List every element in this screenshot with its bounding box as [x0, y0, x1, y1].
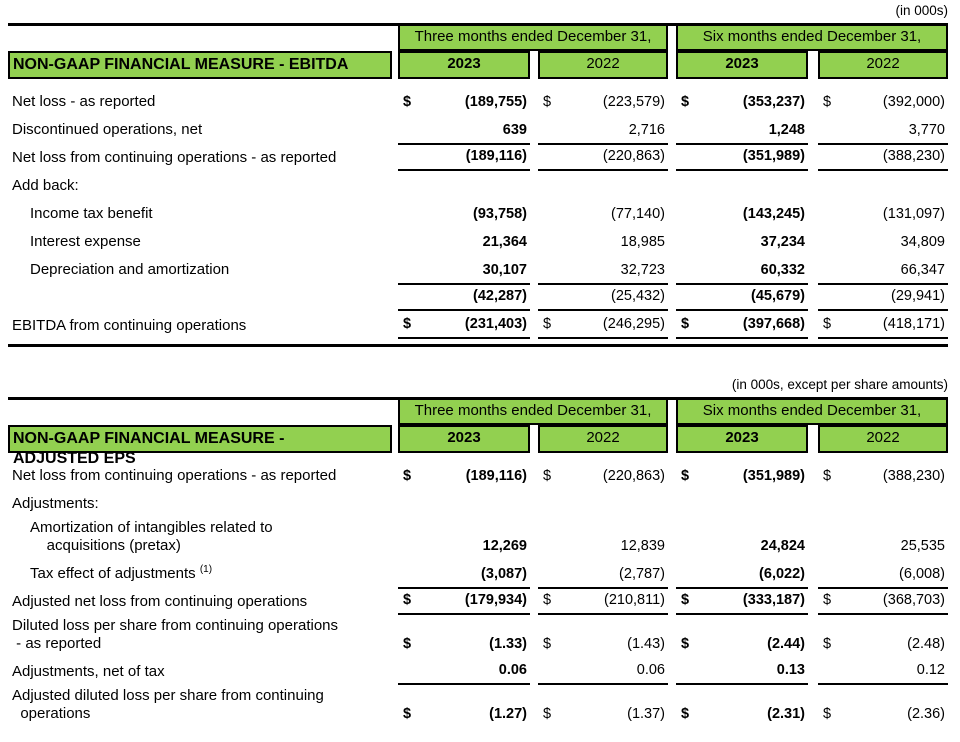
- currency-symbol: $: [681, 592, 690, 608]
- cell-value: 12,839: [620, 538, 665, 554]
- table-row: [8, 685, 948, 727]
- value-cell: [398, 283, 530, 311]
- cell-value: (93,758): [472, 206, 527, 222]
- table-row: [8, 143, 948, 171]
- units-note: (in 000s, except per share amounts): [731, 377, 948, 392]
- cell-value: (220,863): [602, 468, 665, 484]
- value-cell: [538, 143, 668, 171]
- value-cell: [538, 465, 668, 489]
- value-cell: [676, 231, 808, 255]
- row-label: Adjusted diluted loss per share from continuing operations: [12, 687, 324, 722]
- value-cell: [398, 143, 530, 171]
- table-title-line1: NON-GAAP FINANCIAL MEASURE - EBITDA: [13, 56, 349, 73]
- year-header-row: [8, 51, 948, 79]
- row-label: Net loss from continuing operations - as reported: [12, 149, 337, 166]
- value-cell: [676, 91, 808, 115]
- ebitda-table: [8, 0, 948, 347]
- value-cell: [538, 703, 668, 727]
- cell-value: 21,364: [482, 234, 527, 250]
- table-row: [8, 87, 948, 115]
- value-cell: [818, 203, 948, 227]
- value-cell: [676, 465, 808, 489]
- year-header-2023-q: 2023: [398, 425, 530, 453]
- row-label: Tax effect of adjustments $^{(1)}$: [30, 564, 213, 582]
- currency-symbol: $: [681, 94, 690, 110]
- cell-value: (210,811): [604, 592, 665, 608]
- value-cell: [818, 119, 948, 143]
- row-label: Diluted loss per share from continuing operations - as reported: [12, 617, 339, 652]
- cell-value: 12,269: [482, 538, 527, 554]
- cell-value: (1.33): [489, 636, 527, 652]
- cell-value: 30,107: [482, 262, 527, 278]
- cell-value: (2,787): [619, 566, 665, 582]
- cell-value: (397,668): [742, 316, 805, 332]
- units-note: (in 000s): [895, 3, 948, 18]
- cell-value: 24,824: [760, 538, 805, 554]
- row-label: Amortization of intangibles related to acquisitions (pretax): [30, 519, 273, 554]
- value-cell: [398, 633, 530, 657]
- currency-symbol: $: [823, 706, 832, 722]
- value-cell: [398, 659, 530, 685]
- cell-value: (42,287): [472, 288, 527, 304]
- table-row: [8, 587, 948, 615]
- value-cell: [538, 203, 668, 227]
- column-group-header-row: [8, 26, 948, 51]
- table-title-line1: NON-GAAP FINANCIAL MEASURE -: [13, 430, 285, 447]
- row-label: Adjustments:: [12, 495, 99, 512]
- value-cell: [538, 91, 668, 115]
- value-cell: [676, 259, 808, 283]
- cell-value: 37,234: [760, 234, 805, 250]
- cell-value: (179,934): [464, 592, 527, 608]
- table-row: [8, 227, 948, 255]
- cell-value: (353,237): [742, 94, 805, 110]
- col-group-three-months: Three months ended December 31,: [398, 400, 668, 425]
- cell-value: 0.13: [776, 662, 805, 678]
- cell-value: (333,187): [742, 592, 805, 608]
- row-label: [8, 305, 392, 311]
- table-row: [8, 489, 948, 517]
- value-cell: [398, 119, 530, 143]
- value-cell: [398, 587, 530, 615]
- currency-symbol: $: [681, 316, 690, 332]
- value-cell: [538, 119, 668, 143]
- cell-value: (77,140): [610, 206, 665, 222]
- value-cell: [538, 313, 668, 339]
- cell-value: (6,022): [759, 566, 805, 582]
- table-row: [8, 199, 948, 227]
- year-header-row: [8, 425, 948, 467]
- currency-symbol: $: [823, 468, 832, 484]
- value-cell: [818, 587, 948, 615]
- table-row: [8, 559, 948, 587]
- cell-value: (220,863): [602, 148, 665, 164]
- value-cell: [818, 465, 948, 489]
- table-row: [8, 517, 948, 559]
- row-label: EBITDA from continuing operations: [12, 317, 247, 334]
- cell-value: 18,985: [620, 234, 665, 250]
- cell-value: (388,230): [882, 148, 945, 164]
- value-cell: [398, 231, 530, 255]
- value-cell: [818, 703, 948, 727]
- currency-symbol: $: [543, 94, 552, 110]
- adjusted-eps-table-body: [8, 461, 948, 727]
- value-cell: [398, 313, 530, 339]
- cell-value: 0.06: [498, 662, 527, 678]
- value-cell: [676, 313, 808, 339]
- currency-symbol: $: [403, 468, 412, 484]
- cell-value: (1.27): [489, 706, 527, 722]
- currency-symbol: $: [403, 636, 412, 652]
- value-cell: [398, 563, 530, 587]
- cell-value: (392,000): [882, 94, 945, 110]
- value-cell: [818, 143, 948, 171]
- cell-value: 0.12: [916, 662, 945, 678]
- value-cell: [398, 91, 530, 115]
- value-cell: [538, 259, 668, 283]
- cell-value: 0.06: [636, 662, 665, 678]
- cell-value: (189,755): [464, 94, 527, 110]
- cell-value: 34,809: [900, 234, 945, 250]
- value-cell: [818, 535, 948, 559]
- value-cell: [676, 563, 808, 587]
- value-cell: [818, 91, 948, 115]
- currency-symbol: $: [403, 592, 412, 608]
- ebitda-table-body: [8, 87, 948, 339]
- value-cell: [676, 119, 808, 143]
- cell-value: (246,295): [602, 316, 665, 332]
- cell-value: 32,723: [620, 262, 665, 278]
- year-header-2022-h: 2022: [818, 425, 948, 453]
- currency-symbol: $: [543, 636, 552, 652]
- currency-symbol: $: [403, 316, 412, 332]
- value-cell: [818, 283, 948, 311]
- value-cell: [398, 259, 530, 283]
- col-group-three-months: Three months ended December 31,: [398, 26, 668, 51]
- value-cell: [818, 633, 948, 657]
- table-row: [8, 311, 948, 339]
- currency-symbol: $: [543, 468, 552, 484]
- value-cell: [818, 231, 948, 255]
- cell-value: (2.36): [907, 706, 945, 722]
- row-label: Depreciation and amortization: [30, 261, 230, 278]
- value-cell: [398, 465, 530, 489]
- value-cell: [676, 283, 808, 311]
- cell-value: (2.48): [907, 636, 945, 652]
- value-cell: [538, 587, 668, 615]
- table-row: [8, 657, 948, 685]
- currency-symbol: $: [543, 592, 552, 608]
- value-cell: [538, 633, 668, 657]
- currency-symbol: $: [403, 706, 412, 722]
- table-title-line2: ADJUSTED EPS: [13, 450, 136, 467]
- table-title: [8, 425, 392, 467]
- cell-value: (388,230): [882, 468, 945, 484]
- value-cell: [538, 659, 668, 685]
- cell-value: (351,989): [742, 148, 805, 164]
- value-cell: [676, 587, 808, 615]
- value-cell: [676, 703, 808, 727]
- row-label: Adjustments, net of tax: [12, 663, 165, 680]
- cell-value: (143,245): [742, 206, 805, 222]
- currency-symbol: $: [543, 316, 552, 332]
- currency-symbol: $: [823, 316, 832, 332]
- cell-value: 639: [502, 122, 527, 138]
- table-row: [8, 283, 948, 311]
- cell-value: (1.43): [627, 636, 665, 652]
- adjusted-eps-table: [8, 374, 948, 727]
- value-cell: [538, 535, 668, 559]
- year-header-2023-h: 2023: [676, 425, 808, 453]
- currency-symbol: $: [681, 706, 690, 722]
- cell-value: (25,432): [610, 288, 665, 304]
- value-cell: [398, 203, 530, 227]
- value-cell: [676, 203, 808, 227]
- cell-value: (3,087): [481, 566, 527, 582]
- cell-value: (231,403): [464, 316, 527, 332]
- table-row: [8, 461, 948, 489]
- row-label: Interest expense: [30, 233, 141, 250]
- currency-symbol: $: [681, 636, 690, 652]
- year-header-2022-q: 2022: [538, 425, 668, 453]
- row-label: Adjusted net loss from continuing operations: [12, 593, 308, 610]
- cell-value: 60,332: [760, 262, 805, 278]
- value-cell: [398, 703, 530, 727]
- table-row: [8, 255, 948, 283]
- value-cell: [818, 659, 948, 685]
- row-label: Income tax benefit: [30, 205, 153, 222]
- value-cell: [818, 259, 948, 283]
- currency-symbol: $: [823, 592, 832, 608]
- cell-value: 25,535: [900, 538, 945, 554]
- table-row: [8, 171, 948, 199]
- col-group-six-months: Six months ended December 31,: [676, 26, 948, 51]
- cell-value: (351,989): [742, 468, 805, 484]
- value-cell: [676, 143, 808, 171]
- bottom-rule: [8, 344, 948, 347]
- row-label: Add back:: [12, 177, 79, 194]
- row-label: Net loss from continuing operations - as reported: [12, 467, 337, 484]
- table-title: [8, 51, 392, 79]
- value-cell: [398, 535, 530, 559]
- cell-value: (45,679): [750, 288, 805, 304]
- table-row: [8, 615, 948, 657]
- value-cell: [818, 313, 948, 339]
- year-header-2022-q: 2022: [538, 51, 668, 79]
- value-cell: [676, 659, 808, 685]
- cell-value: (131,097): [882, 206, 945, 222]
- cell-value: (6,008): [899, 566, 945, 582]
- footnote-ref: (1): [199, 564, 213, 575]
- table-row: [8, 115, 948, 143]
- currency-symbol: $: [543, 706, 552, 722]
- year-header-2023-h: 2023: [676, 51, 808, 79]
- currency-symbol: $: [823, 94, 832, 110]
- row-label: Discontinued operations, net: [12, 121, 203, 138]
- cell-value: 3,770: [908, 122, 945, 138]
- cell-value: 1,248: [768, 122, 805, 138]
- value-cell: [538, 563, 668, 587]
- value-cell: [538, 283, 668, 311]
- currency-symbol: $: [823, 636, 832, 652]
- value-cell: [676, 535, 808, 559]
- value-cell: [818, 563, 948, 587]
- cell-value: (223,579): [602, 94, 665, 110]
- year-header-2023-q: 2023: [398, 51, 530, 79]
- cell-value: (1.37): [627, 706, 665, 722]
- cell-value: (2.31): [767, 706, 805, 722]
- year-header-2022-h: 2022: [818, 51, 948, 79]
- value-cell: [538, 231, 668, 255]
- col-group-six-months: Six months ended December 31,: [676, 400, 948, 425]
- currency-symbol: $: [403, 94, 412, 110]
- currency-symbol: $: [681, 468, 690, 484]
- column-group-header-row: [8, 400, 948, 425]
- cell-value: (2.44): [767, 636, 805, 652]
- cell-value: 66,347: [900, 262, 945, 278]
- cell-value: 2,716: [628, 122, 665, 138]
- cell-value: (29,941): [890, 288, 945, 304]
- cell-value: (368,703): [882, 592, 945, 608]
- cell-value: (189,116): [465, 148, 527, 164]
- cell-value: (189,116): [465, 468, 527, 484]
- row-label: Net loss - as reported: [12, 93, 156, 110]
- value-cell: [676, 633, 808, 657]
- cell-value: (418,171): [882, 316, 945, 332]
